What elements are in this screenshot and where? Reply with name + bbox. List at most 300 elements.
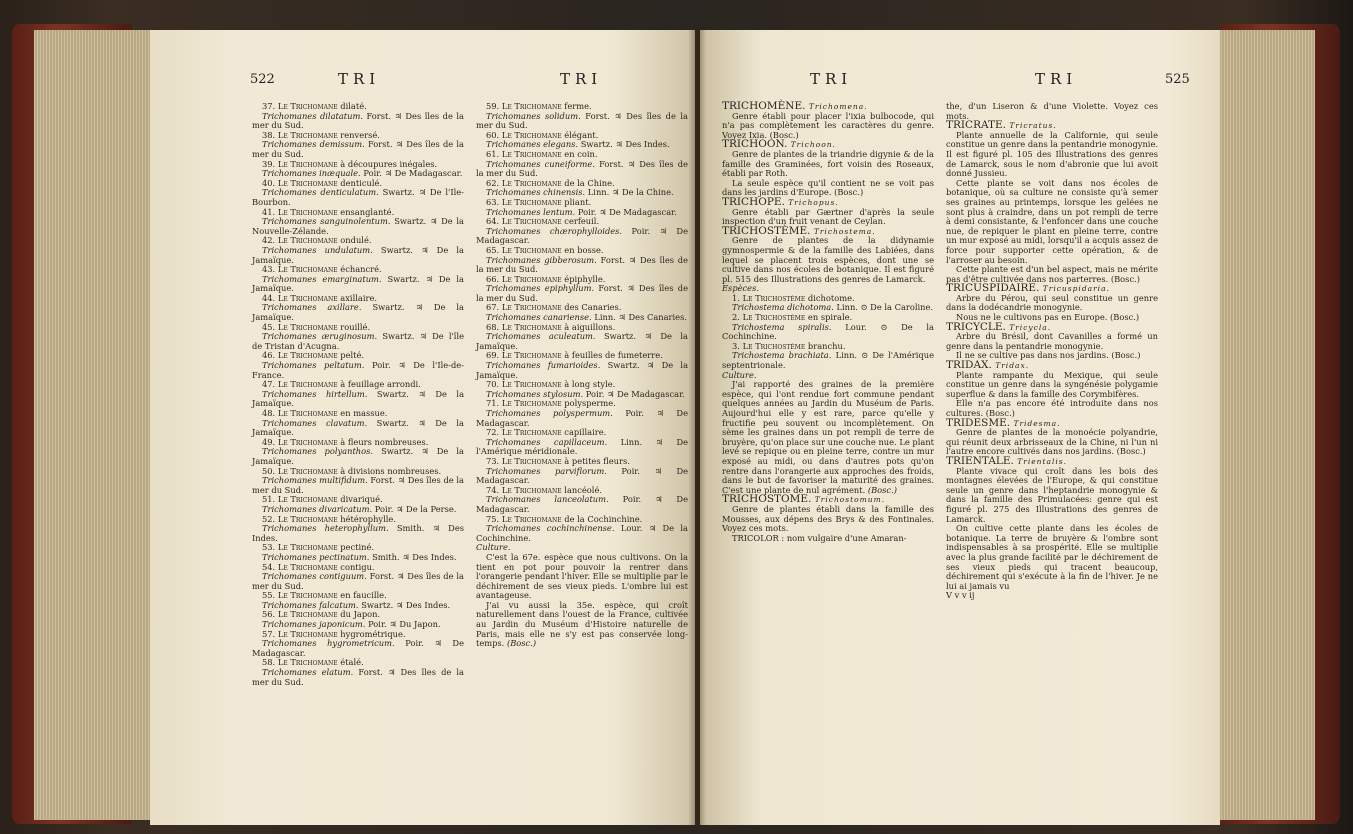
entry-latin: Trichostema dichotoma. xyxy=(732,302,834,313)
entry-name: Le Trichomane xyxy=(501,129,562,140)
entry-number: 71. xyxy=(486,398,500,409)
entry-desc: ondulé. xyxy=(340,235,372,246)
entry-number: 64. xyxy=(486,216,500,227)
tricuspidaire-title: TRICUSPIDAIRE. xyxy=(946,282,1040,295)
entry-name: Le Trichostème xyxy=(742,340,806,351)
entry-latin: Trichomanes polyanthos. xyxy=(262,446,374,457)
entry-number: 70. xyxy=(486,379,500,390)
entry-desc: pliant. xyxy=(564,196,592,207)
entry-tail: Lour. ⊙ De la Cochinchine. xyxy=(722,321,934,342)
entry-desc: à fleurs nombreuses. xyxy=(340,436,429,447)
entry-latin: Trichomanes aculeatum. xyxy=(486,331,596,342)
trichoon-latin: Trichoon. xyxy=(790,140,836,150)
entry-name: Le Trichomane xyxy=(501,273,562,284)
entry-tail: Linn. ⊙ De l'Amérique septentrionale. xyxy=(722,350,934,371)
entry-latin: Trichomanes solidum. xyxy=(486,110,581,121)
entry-tail: Swartz. ♃ De la Jamaïque. xyxy=(252,244,464,265)
entry-name: Le Trichomane xyxy=(501,177,562,188)
tricuspidaire-text2: Nous ne le cultivons pas en Europe. (Bosc.) xyxy=(956,312,1140,323)
entry-latin: Trichomanes chærophylloides. xyxy=(486,225,623,236)
entry-number: 59. xyxy=(486,101,500,111)
entry-latin: Trichomanes hirtellum. xyxy=(262,388,368,399)
entry-number: 53. xyxy=(262,542,276,553)
tridesme-latin: Tridesma. xyxy=(1013,418,1061,428)
culture-text-right: J'ai rapporté des graines de la première espèce, qui l'ont rendue fort commune pendant quelques années au Jardin du Muséum de Paris. Aujourd'hui elle y est rare, parce qu'elle y fructifie peu souvent ou incomplètement. On sème les graines dans un pot rempli de terre de bruyère, qu'on place sur une couche nue. Le plant levé se repique ou en pleine terre, contre un mur exposé au midi, ou dans d'autres pots qu'on rentre dans l'orangerie aux approches des froids, dans le but de favoriser la maturité des graines. C'est une plante de nul agrément. xyxy=(722,379,934,495)
entry-tail: Swartz. ♃ De l'île de Tristan d'Acugna. xyxy=(252,331,465,351)
left-col2-entry-latin-line-6 xyxy=(476,256,688,275)
entry-tail: Poir. ♃ De Madagascar. xyxy=(476,494,688,514)
entry-number: 60. xyxy=(486,129,500,140)
entry-desc: du Japon. xyxy=(340,609,381,620)
left-col1-entry-latin-line-1 xyxy=(252,140,464,159)
entry-desc: dilaté. xyxy=(340,101,367,111)
left-col1-entry-latin-line-9 xyxy=(252,361,464,380)
entry-desc: rouillé. xyxy=(340,321,371,332)
entry-desc: capillaire. xyxy=(564,427,607,438)
entry-name: Le Trichomane xyxy=(501,302,562,313)
tridax-latin: Tridax. xyxy=(995,361,1030,371)
entry-name: Le Trichomane xyxy=(277,264,338,275)
entry-name: Le Trichomane xyxy=(277,542,338,553)
entry-tail: Poir. ♃ De Madagascar. xyxy=(476,225,688,246)
entry-number: 48. xyxy=(262,408,276,418)
left-col1-entry-latin-line-7 xyxy=(252,303,464,322)
book-gutter xyxy=(688,30,706,825)
entry-number: 46. xyxy=(262,350,276,361)
entry-name: Le Trichomane xyxy=(277,494,338,505)
entry-tail: Forst. ♃ Des îles de la mer du Sud. xyxy=(476,283,689,303)
tricrate-text2: Cette plante se voit dans nos écoles de botanique, où sa culture ne consiste qu'à semer ses graines au printemps, lorsque les gelées ne sont plus à craindre, dans un pot rempli de terre à demi consistante, & l'enfoncer dans une couche nue, de repiquer le plant en pleine terre, contre un mur exposé au midi, lorsqu'il a acquis assez de force pour supporter cette opération, & de l'arroser au besoin. xyxy=(946,177,1158,265)
tridesme-text: Genre de plantes de la monoécie polyandrie, qui réunit deux arbrisseaux de la Chine, ni l'un ni l'autre encore cultivés dans nos jardins. (Bosc.) xyxy=(946,427,1158,457)
trichoon-text: Genre de plantes de la triandrie digynie & de la famille des Graminées, fort voisin des Roseaux, établi par Roth. xyxy=(722,148,934,179)
entry-desc: ferme. xyxy=(564,101,592,111)
entry-latin: Trichomanes stylosum. xyxy=(486,388,584,399)
left-col2-entry-latin-line-14 xyxy=(476,467,688,486)
entry-latin: Trichomanes axillare. xyxy=(262,302,362,313)
tridax-title: TRIDAX. xyxy=(946,359,992,372)
entry-latin: Trichomanes lanceolatum. xyxy=(486,494,609,505)
left-col1-entry-latin-line-13 xyxy=(252,476,464,495)
entry-name: Le Trichomane xyxy=(501,244,562,255)
entry-latin: Trichomanes undulatum. xyxy=(262,244,373,255)
tricrate-text: Plante annuelle de la Californie, qui seule constitue un genre dans la pentandrie monogynie. Il est figuré pl. 105 des Illustrations des genres de Lamarck, sous le nom d'abronie que lui avoit donné Jussieu. xyxy=(946,129,1159,179)
entry-number: 75. xyxy=(486,513,500,524)
trichoon-text2: La seule espèce qu'il contient ne se voit pas dans les jardins d'Europe. (Bosc.) xyxy=(722,177,934,198)
left-col1-entry-latin-line-20 xyxy=(252,639,464,658)
left-col2-entry-latin-line-2 xyxy=(476,160,688,179)
entry-name: Le Trichomane xyxy=(501,321,562,332)
right-running-head: TRI xyxy=(810,70,853,88)
entry-number: 61. xyxy=(486,148,500,159)
entry-name: Le Trichomane xyxy=(501,196,562,207)
entry-latin: Trichostema spiralis. xyxy=(732,321,832,332)
entry-name: Le Trichomane xyxy=(277,561,338,572)
entry-number: 57. xyxy=(262,628,276,639)
right-column-1 xyxy=(722,102,934,543)
entry-name: Le Trichomane xyxy=(277,129,338,140)
entry-latin: Trichomanes japonicum. xyxy=(262,619,366,630)
entry-latin: Trichomanes clavatum. xyxy=(262,417,368,428)
entry-desc: denticulé. xyxy=(340,177,383,188)
entry-tail: Forst. ♃ Des îles de la mer du Sud. xyxy=(476,158,688,179)
trichomene-text: Genre établi pour placer l'ixia bulbocode, qui n'a pas complètement les caractères du genre. Voyez Ixia. (Bosc.) xyxy=(722,110,934,140)
tricrate-latin: Tricratus. xyxy=(1009,121,1057,131)
entry-latin: Trichomanes inæquale. xyxy=(262,168,361,179)
entry-name: Le Trichomane xyxy=(277,590,338,601)
trichoon-title: TRICHOON. xyxy=(722,138,788,151)
entry-number: 51. xyxy=(262,494,276,505)
entry-name: Le Trichomane xyxy=(277,379,338,390)
entry-number: 54. xyxy=(262,561,276,572)
entry-desc: en bosse. xyxy=(564,244,604,255)
entry-number: 41. xyxy=(262,206,276,217)
left-col2-entry-latin-line-0 xyxy=(476,112,688,131)
left-page-number: 522 xyxy=(250,72,275,87)
entry-desc: pectiné. xyxy=(340,542,375,553)
entry-latin: Trichomanes lentum. xyxy=(486,206,576,217)
left-col1-entry-latin-line-10 xyxy=(252,390,464,409)
entry-desc: hétérophylle. xyxy=(340,513,396,524)
entry-tail: Forst. ♃ Des îles de la mer du Sud. xyxy=(252,667,465,687)
left-col2-entry-latin-line-16 xyxy=(476,524,688,543)
entry-latin: Trichomanes epiphyllum. xyxy=(486,283,595,294)
entry-tail: Forst. ♃ Des îles de la mer du Sud. xyxy=(252,110,464,131)
left-col1-entry-latin-line-0 xyxy=(252,112,464,131)
trichostome-latin: Trichostomum. xyxy=(814,495,886,505)
entry-tail: Forst. ♃ Des îles de la mer du Sud. xyxy=(476,110,688,131)
trichomene-latin: Trichomena. xyxy=(808,102,868,111)
entry-desc: renversé. xyxy=(340,129,380,140)
entry-desc: en spirale. xyxy=(807,312,853,323)
entry-latin: Trichomanes denticulatum. xyxy=(262,187,379,198)
entry-number: 63. xyxy=(486,196,500,207)
culture-sign-left: (Bosc.) xyxy=(506,638,537,649)
trichosteme-text: Genre de plantes de la didynamie gymnospermie & de la famille des Labiées, dans lequel se placent trois espèces, dont une se cultive dans nos écoles de botanique. Il est figuré pl. 515 des Illustrations des genres de Lamarck. xyxy=(722,235,934,284)
trichosteme-species-entry-latin-line-2 xyxy=(722,351,934,370)
entry-desc: à petites fleurs. xyxy=(564,455,630,466)
entry-number: 52. xyxy=(262,513,276,524)
entry-tail: Swartz. ♃ De la Jamaïque. xyxy=(252,446,464,466)
entry-latin: Trichostema brachiata. xyxy=(732,350,832,361)
entry-latin: Trichomanes demissum. xyxy=(262,139,365,150)
entry-tail: Swartz. ♃ De la Jamaïque. xyxy=(252,417,464,438)
entry-desc: à long style. xyxy=(564,379,616,390)
entry-number: 73. xyxy=(486,455,500,466)
right-page xyxy=(700,30,1220,825)
entry-latin: Trichomanes sanguinolentum. xyxy=(262,216,391,227)
entry-name: Le Trichomane xyxy=(277,158,338,169)
entry-latin: Trichomanes contiguum. xyxy=(262,571,367,582)
left-col1-entry-latin-line-15 xyxy=(252,524,464,543)
entry-latin: Trichomanes falcatum. xyxy=(262,599,359,610)
entry-name: Le Trichomane xyxy=(501,379,562,390)
entry-number: 67. xyxy=(486,302,500,313)
entry-tail: Poir. ♃ Du Japon. xyxy=(368,619,441,630)
entry-number: 43. xyxy=(262,264,276,275)
entry-name: Le Trichostème xyxy=(742,292,806,303)
entry-number: 44. xyxy=(262,292,276,303)
trichope-text: Genre établi par Gærtner d'après la seule inspection d'un fruit venant de Ceylan. xyxy=(722,206,934,227)
entry-tail: Lour. ♃ De la Cochinchine. xyxy=(476,523,688,543)
trientale-title: TRIENTALE. xyxy=(946,454,1014,467)
entry-latin: Trichomanes capillaceum. xyxy=(486,436,608,447)
entry-latin: Trichomanes multifidum. xyxy=(262,475,368,486)
entry-tail: Swartz. ♃ De la Jamaïque. xyxy=(476,360,689,380)
entry-name: Le Trichomane xyxy=(501,513,562,524)
entry-desc: à découpures inégales. xyxy=(340,158,438,169)
entry-name: Le Trichomane xyxy=(277,436,338,447)
left-col2-entry-latin-line-10 xyxy=(476,361,688,380)
entry-tail: Swartz. ♃ De la Jamaïque. xyxy=(252,302,464,323)
trichostome-title: TRICHOSTOME. xyxy=(722,493,812,506)
entry-tail: Swartz. ♃ Des Indes. xyxy=(580,139,670,150)
left-column-2 xyxy=(476,102,688,649)
culture-text2-left: J'ai vu aussi la 35e. espèce, qui croît naturellement dans l'ouest de la France, cultivée au Jardin du Muséum d'Histoire naturelle de Paris, mais elle ne s'y est pas conservée long-temps. xyxy=(476,599,688,649)
entry-number: 55. xyxy=(262,590,276,601)
tricolor-text: TRICOLOR : nom vulgaire d'une Amaran- xyxy=(732,532,907,543)
entry-tail: Poir. ♃ De Madagascar. xyxy=(585,388,685,399)
entry-latin: Trichomanes cuneiforme. xyxy=(486,158,595,169)
entry-name: Le Trichomane xyxy=(277,408,338,418)
entry-desc: élégant. xyxy=(564,129,599,140)
entry-desc: des Canaries. xyxy=(564,302,622,313)
entry-latin: Trichomanes gibberosum. xyxy=(486,254,597,265)
entry-desc: axillaire. xyxy=(340,292,377,303)
entry-tail: Forst. ♃ Des îles de la mer du Sud. xyxy=(252,139,464,159)
entry-tail: Poir. ♃ De Madagascar. xyxy=(363,168,463,179)
entry-latin: Trichomanes elatum. xyxy=(262,667,354,678)
entry-latin: Trichomanes parviflorum. xyxy=(486,465,607,476)
entry-number: 69. xyxy=(486,350,500,361)
entry-number: 3. xyxy=(732,340,740,351)
tricuspidaire-latin: Tricuspidaria. xyxy=(1042,284,1110,294)
entry-number: 66. xyxy=(486,273,500,284)
entry-name: Le Trichomane xyxy=(501,427,562,438)
entry-number: 1. xyxy=(732,292,740,303)
culture-heading-right: Culture. xyxy=(722,369,757,380)
entry-name: Le Trichomane xyxy=(501,398,562,409)
entry-number: 65. xyxy=(486,244,500,255)
entry-desc: de la Cochinchine. xyxy=(564,513,643,524)
left-column-2-entries xyxy=(476,102,688,543)
entry-tail: Poir. ♃ De Madagascar. xyxy=(476,408,688,428)
culture-text-left: C'est la 67e. espèce que nous cultivons. On la tient en pot pour pouvoir la rentrer dans l'orangerie pendant l'hiver. Elle se multiplie par le déchirement de ses vieux pieds. L'ombre lui est avantageuse. xyxy=(476,551,688,601)
entry-number: 68. xyxy=(486,321,500,332)
entry-tail: Swartz. ♃ De la Jamaïque. xyxy=(252,388,465,409)
entry-number: 56. xyxy=(262,609,276,620)
entry-desc: cerfeuil. xyxy=(564,216,600,227)
entry-latin: Trichomanes æruginosum. xyxy=(262,331,378,342)
especes-heading: Espèces. xyxy=(722,283,759,294)
entry-number: 42. xyxy=(262,235,276,246)
entry-latin: Trichomanes chinensis. xyxy=(486,187,586,198)
entry-tail: Linn. ♃ De la Chine. xyxy=(587,187,674,198)
entry-name: Le Trichomane xyxy=(277,292,338,303)
right-running-head-2: TRI xyxy=(1035,70,1078,88)
entry-latin: Trichomanes hygrometricum. xyxy=(262,638,395,649)
entry-name: Le Trichomane xyxy=(277,628,338,639)
entry-number: 58. xyxy=(262,657,276,668)
entry-desc: à divisions nombreuses. xyxy=(340,465,442,476)
trientale-text: Plante vivace qui croît dans les bois des montagnes élevées de l'Europe, & qui constitue seule un genre dans l'heptandrie monogynie & dans la famille des Primulacées: genre qui est figuré pl. 275 des Illustrations des genres de Lamarck. xyxy=(946,465,1158,524)
tricycle-text2: Il ne se cultive pas dans nos jardins. (Bosc.) xyxy=(956,350,1141,361)
entry-tail: Forst. ♃ Des îles de la mer du Sud. xyxy=(476,254,689,275)
entry-tail: Poir. ♃ De Madagascar. xyxy=(476,465,689,486)
trichosteme-title: TRICHOSTÈME. xyxy=(722,224,811,237)
tricrate-title: TRICRATE. xyxy=(946,119,1007,132)
entry-tail: Forst. ♃ Des îles de la mer du Sud. xyxy=(252,475,464,495)
entry-name: Le Trichomane xyxy=(277,235,338,246)
left-col2-entry-latin-line-5 xyxy=(476,227,688,246)
entry-number: 72. xyxy=(486,427,500,438)
left-running-head: TRI xyxy=(338,70,381,88)
entry-desc: polysperme. xyxy=(564,398,616,409)
tridax-text2: Elle n'a pas encore été introduite dans nos cultures. (Bosc.) xyxy=(946,398,1158,418)
entry-latin: Trichomanes dilatatum. xyxy=(262,110,363,121)
entry-desc: branchu. xyxy=(807,340,846,351)
entry-number: 47. xyxy=(262,379,276,390)
entry-desc: contigu. xyxy=(340,561,375,572)
entry-number: 38. xyxy=(262,129,276,140)
entry-desc: pelté. xyxy=(340,350,365,361)
entry-desc: en massue. xyxy=(340,408,388,418)
entry-name: Le Trichomane xyxy=(501,484,562,495)
right-column-2 xyxy=(946,102,1158,601)
tricrate-text3: Cette plante est d'un bel aspect, mais ne mérite pas d'être cultivée dans nos parterres. (Bosc.) xyxy=(946,264,1158,284)
left-col2-entry-latin-line-15 xyxy=(476,495,688,514)
entry-desc: en faucille. xyxy=(340,590,387,601)
entry-number: 37. xyxy=(262,101,276,111)
left-col2-entry-latin-line-9 xyxy=(476,332,688,351)
entry-desc: étalé. xyxy=(340,657,364,668)
left-col1-entry-latin-line-3 xyxy=(252,188,464,207)
entry-latin: Trichomanes cochinchinense. xyxy=(486,523,615,534)
entry-desc: échancré. xyxy=(340,264,382,275)
entry-latin: Trichomanes fumarioides. xyxy=(486,360,601,371)
entry-tail: Smith. ♃ Des Indes. xyxy=(372,551,457,562)
left-col1-entry-latin-line-11 xyxy=(252,419,464,438)
entry-tail: Swartz. ♃ De l'Ile-Bourbon. xyxy=(252,187,464,207)
entry-name: Le Trichomane xyxy=(277,206,338,217)
entry-tail: Poir. ♃ De la Perse. xyxy=(374,503,457,514)
entry-tail: Linn. ♃ Des Canaries. xyxy=(594,312,687,323)
left-col1-entry-latin-line-5 xyxy=(252,246,464,265)
entry-name: Le Trichomane xyxy=(277,350,338,361)
trichostome-text: Genre de plantes établi dans la famille des Mousses, aux dépens des Brys & des Fontinales. Voyez ces mots. xyxy=(722,503,934,534)
left-col2-entry-latin-line-13 xyxy=(476,438,688,457)
entry-tail: Swartz. ♃ De la Jamaïque. xyxy=(476,331,688,351)
tridax-text: Plante rampante du Mexique, qui seule constitue un genre dans la syngénésie polygamie superflue & dans la famille des Corymbifères. xyxy=(946,369,1158,399)
entry-desc: épiphylle. xyxy=(564,273,606,284)
left-col2-entry-latin-line-12 xyxy=(476,409,688,428)
trichosteme-latin: Trichostema. xyxy=(813,226,876,236)
entry-desc: en coin. xyxy=(564,148,598,159)
left-col1-entry-latin-line-12 xyxy=(252,447,464,466)
entry-name: Le Trichomane xyxy=(277,101,338,111)
entry-latin: Trichomanes pectinatum. xyxy=(262,551,370,562)
trientale-latin: Trientalis. xyxy=(1017,456,1068,466)
entry-name: Le Trichomane xyxy=(277,657,338,668)
entry-name: Le Trichomane xyxy=(501,101,562,111)
entry-name: Le Trichomane xyxy=(277,465,338,476)
tricycle-latin: Tricycla. xyxy=(1009,322,1052,332)
entry-name: Le Trichomane xyxy=(277,609,338,620)
entry-desc: dichotome. xyxy=(807,292,855,303)
entry-desc: divariqué. xyxy=(340,494,383,505)
entry-number: 50. xyxy=(262,465,276,476)
tricycle-title: TRICYCLE. xyxy=(946,320,1006,333)
entry-tail: Swartz. ♃ Des Indes. xyxy=(361,599,451,610)
entry-name: Le Trichomane xyxy=(277,177,338,188)
entry-tail: Smith. ♃ Des Indes. xyxy=(252,523,464,543)
entry-name: Le Trichomane xyxy=(501,216,562,227)
left-col2-entry-latin-line-7 xyxy=(476,284,688,303)
left-col1-entry-latin-line-21 xyxy=(252,668,464,687)
left-col1-entry-latin-line-17 xyxy=(252,572,464,591)
tridesme-title: TRIDESME. xyxy=(946,416,1011,429)
entry-number: 62. xyxy=(486,177,500,188)
entry-desc: hygrométrique. xyxy=(340,628,406,639)
entry-desc: à feuillage arrondi. xyxy=(340,379,421,390)
entry-name: Le Trichomane xyxy=(501,350,562,361)
entry-number: 40. xyxy=(262,177,276,188)
entry-number: 49. xyxy=(262,436,276,447)
page-edges-left xyxy=(34,30,154,820)
trichomene-title: TRICHOMÈNE. xyxy=(722,100,806,112)
entry-latin: Trichomanes peltatum. xyxy=(262,360,365,371)
left-column-1 xyxy=(252,102,464,687)
entry-tail: Poir. ♃ De l'Ile-de-France. xyxy=(252,360,464,380)
right-page-number: 525 xyxy=(1165,72,1190,87)
entry-desc: à aiguillons. xyxy=(564,321,616,332)
trichope-latin: Trichopus. xyxy=(788,197,839,207)
entry-tail: Poir. ♃ De Madagascar. xyxy=(577,206,677,217)
left-page xyxy=(150,30,695,825)
continued-text: the, d'un Liseron & d'une Violette. Voyez ces mots. xyxy=(946,101,1158,121)
entry-latin: Trichomanes canariense. xyxy=(486,312,592,323)
entry-latin: Trichomanes polyspermum. xyxy=(486,408,613,418)
entry-name: Le Trichostème xyxy=(742,312,806,323)
entry-tail: Swartz. ♃ De la Nouvelle-Zélande. xyxy=(252,216,464,236)
entry-tail: Linn. ⊙ De la Caroline. xyxy=(836,302,934,313)
left-col1-entry-latin-line-6 xyxy=(252,275,464,294)
signature-mark: V v v ij xyxy=(946,590,975,601)
left-running-head-2: TRI xyxy=(560,70,603,88)
trichope-title: TRICHOPE. xyxy=(722,195,785,208)
trichosteme-species-entry-latin-line-1 xyxy=(722,323,934,342)
entry-desc: ensanglanté. xyxy=(340,206,395,217)
tricycle-text: Arbre du Brésil, dont Cavanilles a formé un genre dans la pentandrie monogynie. xyxy=(946,331,1158,351)
entry-name: Le Trichomane xyxy=(277,513,338,524)
entry-number: 2. xyxy=(732,312,740,323)
entry-desc: de la Chine. xyxy=(564,177,615,188)
entry-latin: Trichomanes divaricatum. xyxy=(262,503,373,514)
culture-sign-right: (Bosc.) xyxy=(867,484,897,495)
entry-name: Le Trichomane xyxy=(501,148,562,159)
entry-tail: Forst. ♃ Des îles de la mer du Sud. xyxy=(252,571,464,591)
entry-tail: Linn. ♃ De l'Amérique méridionale. xyxy=(476,436,689,457)
entry-latin: Trichomanes elegans. xyxy=(486,139,579,150)
left-col1-entry-latin-line-4 xyxy=(252,217,464,236)
tricuspidaire-text: Arbre du Pérou, qui seul constitue un genre dans la dodécandrie monogynie. xyxy=(946,292,1158,313)
entry-latin: Trichomanes heterophyllum. xyxy=(262,523,389,534)
entry-name: Le Trichomane xyxy=(277,321,338,332)
trichosteme-species-list xyxy=(722,294,934,371)
trientale-text2: On cultive cette plante dans les écoles de botanique. La terre de bruyère & l'ombre sont indispensables à sa prospérité. Elle se multiplie avec la plus grande facilité par le déchirement de ses vieux pieds qui tracent beaucoup, déchirement qui s'exécute à la fin de l'hiver. Je ne lui ai jamais vu xyxy=(946,523,1158,591)
left-col1-entry-latin-line-8 xyxy=(252,332,464,351)
entry-desc: lancéolé. xyxy=(564,484,602,495)
entry-tail: Poir. ♃ De Madagascar. xyxy=(252,638,464,658)
